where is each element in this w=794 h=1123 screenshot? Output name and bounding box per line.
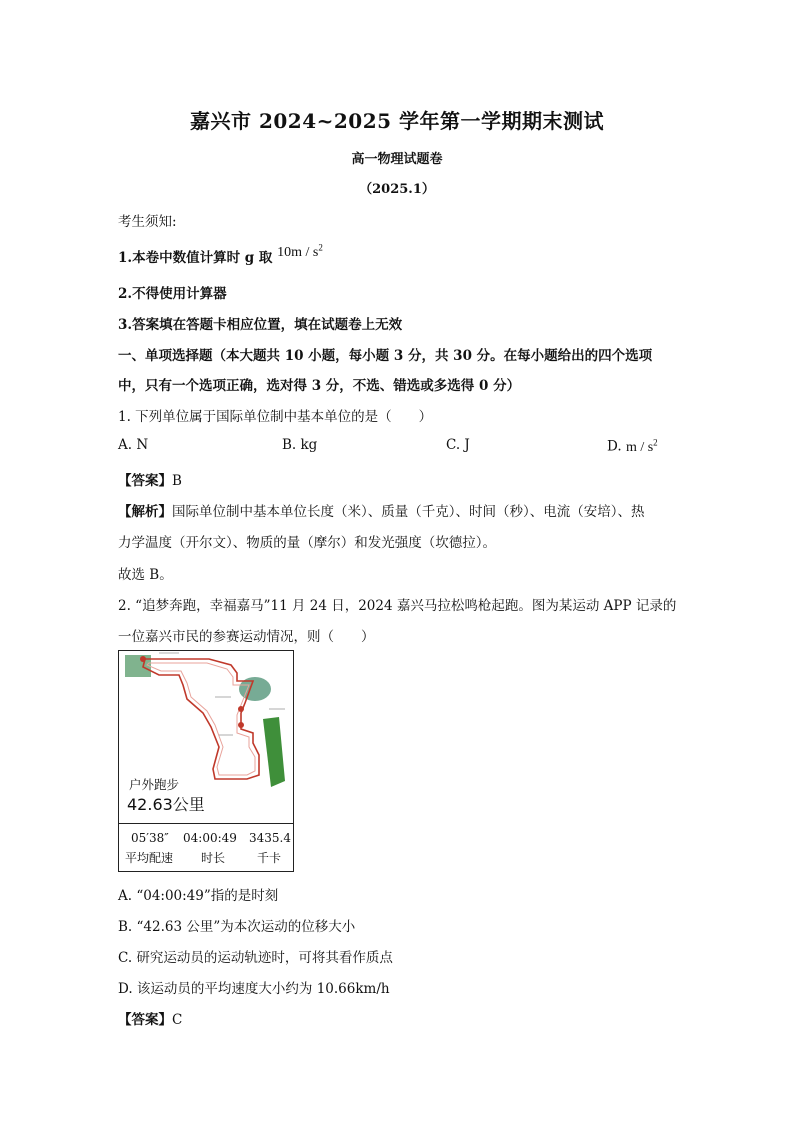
- section-heading-line-2: 中，只有一个选项正确，选对得 3 分，不选、错选或多选得 0 分）: [118, 378, 521, 394]
- pace-value: 05′38″: [131, 831, 169, 845]
- q1-option-d-label: D.: [607, 438, 622, 455]
- park-area-green-belt: [263, 717, 285, 787]
- q1-answer-label: 【答案】: [118, 473, 172, 489]
- q2-option-a: A. “04:00:49”指的是时刻: [118, 888, 279, 904]
- finish-marker-icon: [238, 722, 244, 728]
- exam-subtitle: 高一物理试题卷: [351, 152, 443, 167]
- route-path-outer: [143, 659, 259, 779]
- duration-value: 04:00:49: [183, 831, 237, 845]
- notice-item-2: 2.不得使用计算器: [118, 286, 227, 302]
- exam-date: （2025.1）: [359, 182, 435, 197]
- q2-answer-label: 【答案】: [118, 1012, 172, 1028]
- q1-option-b: B. kg: [282, 437, 318, 453]
- distance-value: 42.63公里: [127, 795, 205, 814]
- q1-conclusion: 故选 B。: [118, 567, 173, 583]
- calories-label: 千卡: [257, 851, 282, 865]
- running-app-figure: [118, 650, 294, 872]
- q2-option-b: B. “42.63 公里”为本次运动的位移大小: [118, 919, 356, 935]
- q1-answer-value: B: [172, 473, 182, 489]
- q1-option-d-unit-text: m / s: [625, 439, 654, 455]
- q2-answer: [118, 1008, 182, 1028]
- q1-analysis-line-2: 力学温度（开尔文）、物质的量（摩尔）和发光强度（坎德拉）。: [118, 535, 496, 551]
- q1-option-d-unit-exponent: 2: [653, 437, 658, 447]
- q2-option-c: C. 研究运动员的运动轨迹时，可将其看作质点: [118, 950, 393, 966]
- q2-option-d: D. 该运动员的平均速度大小约为 10.66km/h: [118, 981, 390, 997]
- q1-analysis-label: 【解析】: [118, 504, 172, 520]
- checkpoint-marker-icon: [238, 706, 244, 712]
- notice-item-3: 3.答案填在答题卡相应位置，填在试题卷上无效: [118, 317, 403, 333]
- q1-option-c: C. J: [446, 437, 470, 453]
- q1-answer: [118, 469, 182, 489]
- q2-answer-value: C: [172, 1012, 183, 1028]
- q2-stem-line-1: 2. “追梦奔跑，幸福嘉马”11 月 24 日，2024 嘉兴马拉松鸣枪起跑。图为某运动 APP 记录的: [118, 598, 677, 614]
- q1-analysis-line-1: 国际单位制中基本单位长度（米）、质量（千克）、时间（秒）、电流（安培）、热: [172, 504, 645, 520]
- pace-label: 平均配速: [125, 851, 174, 865]
- q1-stem: 1. 下列单位属于国际单位制中基本单位的是（ ）: [118, 409, 433, 425]
- start-marker-icon: [140, 656, 146, 662]
- q1-option-a: A. N: [118, 437, 149, 453]
- calories-value: 3435.4: [249, 831, 291, 845]
- q1-option-d: [607, 437, 658, 456]
- q1-analysis: [118, 500, 645, 520]
- duration-label: 时长: [201, 851, 226, 865]
- q1-option-d-unit: [625, 437, 658, 455]
- notice-heading: 考生须知:: [118, 214, 177, 230]
- notice-item-1: [118, 242, 323, 267]
- sport-type: 户外跑步: [129, 777, 180, 792]
- g-value-exponent: 2: [318, 242, 323, 253]
- section-heading-line-1: 一、单项选择题（本大题共 10 小题，每小题 3 分，共 30 分。在每小题给出的四个选项: [118, 348, 653, 364]
- g-value: [277, 242, 323, 260]
- q2-stem-line-2: 一位嘉兴市民的参赛运动情况，则（ ）: [118, 629, 375, 645]
- route-path-inner: [147, 663, 255, 775]
- page-title: 嘉兴市 2024~2025 学年第一学期期末测试: [189, 109, 604, 133]
- g-value-text: 10m / s: [277, 245, 319, 260]
- notice-item-1-text: 1.本卷中数值计算时 g 取: [118, 250, 273, 266]
- stats-divider: [119, 823, 293, 824]
